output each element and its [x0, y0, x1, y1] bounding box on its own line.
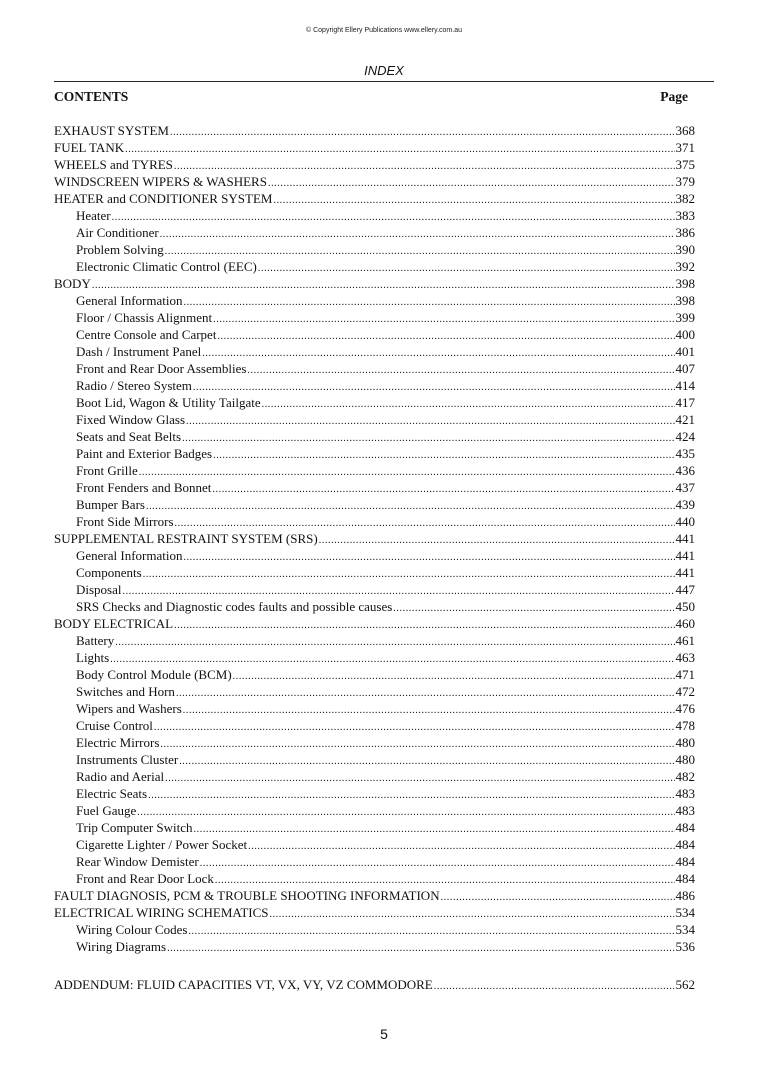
toc-subentry[interactable]	[54, 921, 695, 938]
toc-subentry[interactable]	[54, 632, 695, 649]
toc-entry-label: Front and Rear Door Assemblies	[76, 361, 247, 376]
dot-leader	[183, 547, 674, 564]
toc-subentry[interactable]	[54, 377, 695, 394]
toc-subentry[interactable]	[54, 870, 695, 887]
toc-subentry[interactable]	[54, 224, 695, 241]
dot-leader	[182, 428, 674, 445]
toc-entry-page: 414	[675, 378, 695, 393]
table-of-contents	[54, 122, 695, 955]
toc-entry-label: Bumper Bars	[76, 497, 145, 512]
page-header-title: INDEX	[364, 63, 404, 78]
toc-subentry[interactable]	[54, 717, 695, 734]
toc-subentry[interactable]	[54, 462, 695, 479]
toc-entry-label: Dash / Instrument Panel	[76, 344, 202, 359]
dot-leader	[215, 870, 675, 887]
toc-subentry[interactable]	[54, 768, 695, 785]
toc-entry[interactable]	[54, 173, 695, 190]
toc-subentry[interactable]	[54, 683, 695, 700]
toc-entry-page: 480	[675, 735, 695, 750]
toc-entry-label: Wiring Colour Codes	[76, 922, 188, 937]
toc-entry[interactable]	[54, 275, 695, 292]
toc-entry-page: 483	[675, 786, 695, 801]
toc-subentry[interactable]	[54, 479, 695, 496]
toc-entry-label: ADDENDUM: FLUID CAPACITIES VT, VX, VY, VZ COMMODORE	[54, 977, 433, 992]
toc-entry-page: 421	[675, 412, 695, 427]
dot-leader	[154, 717, 675, 734]
toc-entry-label: Cigarette Lighter / Power Socket	[76, 837, 248, 852]
toc-entry-label: EXHAUST SYSTEM	[54, 123, 169, 138]
toc-entry-label: WHEELS and TYRES	[54, 157, 173, 172]
toc-entry-page: 450	[675, 599, 695, 614]
toc-subentry[interactable]	[54, 700, 695, 717]
dot-leader	[92, 275, 675, 292]
toc-entry-page: 368	[675, 123, 695, 138]
toc-entry-label: Electric Mirrors	[76, 735, 160, 750]
toc-entry-label: Front Fenders and Bonnet	[76, 480, 212, 495]
toc-entry-page: 463	[675, 650, 695, 665]
toc-entry-page: 371	[675, 140, 695, 155]
dot-leader	[110, 649, 674, 666]
header-rule	[54, 81, 714, 82]
dot-leader	[270, 904, 675, 921]
toc-subentry[interactable]	[54, 343, 695, 360]
toc-entry-label: Electric Seats	[76, 786, 148, 801]
toc-entry-page: 398	[675, 293, 695, 308]
toc-subentry[interactable]	[54, 496, 695, 513]
dot-leader	[125, 139, 674, 156]
dot-leader	[247, 360, 674, 377]
toc-entry-label: Radio / Stereo System	[76, 378, 192, 393]
toc-subentry[interactable]	[54, 666, 695, 683]
dot-leader	[115, 632, 674, 649]
toc-entry-label: Trip Computer Switch	[76, 820, 193, 835]
toc-entry[interactable]	[54, 615, 695, 632]
toc-subentry[interactable]	[54, 564, 695, 581]
toc-entry-page: 436	[675, 463, 695, 478]
dot-leader	[167, 938, 674, 955]
toc-entry-label: Wiring Diagrams	[76, 939, 167, 954]
contents-label: CONTENTS	[54, 89, 129, 104]
dot-leader	[176, 683, 675, 700]
toc-subentry[interactable]	[54, 326, 695, 343]
toc-subentry[interactable]	[54, 938, 695, 955]
toc-entry-label: Heater	[76, 208, 111, 223]
toc-entry-label: Wipers and Washers	[76, 701, 182, 716]
dot-leader	[393, 598, 674, 615]
dot-leader	[319, 530, 675, 547]
dot-leader	[123, 581, 675, 598]
toc-entry[interactable]	[54, 904, 695, 921]
toc-entry-label: FAULT DIAGNOSIS, PCM & TROUBLE SHOOTING INFORMATION	[54, 888, 440, 903]
toc-entry-page: 476	[675, 701, 695, 716]
toc-entry-page: 478	[675, 718, 695, 733]
toc-entry-page: 379	[675, 174, 695, 189]
toc-entry-page: 375	[675, 157, 695, 172]
toc-entry-page: 440	[675, 514, 695, 529]
toc-entry-page: 417	[675, 395, 695, 410]
dot-leader	[217, 326, 674, 343]
toc-entry[interactable]	[54, 139, 695, 156]
toc-entry-label: Components	[76, 565, 142, 580]
toc-entry-page: 382	[675, 191, 695, 206]
toc-entry-page: 471	[675, 667, 695, 682]
toc-entry-label: Rear Window Demister	[76, 854, 199, 869]
toc-entry-page: 534	[675, 905, 695, 920]
toc-subentry[interactable]	[54, 258, 695, 275]
toc-entry-label: Floor / Chassis Alignment	[76, 310, 213, 325]
toc-subentry[interactable]	[54, 360, 695, 377]
toc-entry-page: 472	[675, 684, 695, 699]
toc-entry-label: Seats and Seat Belts	[76, 429, 182, 444]
dot-leader	[200, 853, 675, 870]
dot-leader	[213, 309, 674, 326]
toc-entry-page: 460	[675, 616, 695, 631]
toc-entry-label: WINDSCREEN WIPERS & WASHERS	[54, 174, 267, 189]
toc-subentry[interactable]	[54, 734, 695, 751]
dot-leader	[194, 819, 675, 836]
toc-entry-label: FUEL TANK	[54, 140, 125, 155]
dot-leader	[268, 173, 675, 190]
dot-leader	[137, 802, 674, 819]
dot-leader	[183, 292, 674, 309]
toc-entry-label: Cruise Control	[76, 718, 153, 733]
toc-entry-page: 407	[675, 361, 695, 376]
toc-entry-page: 536	[675, 939, 695, 954]
toc-entry-page: 383	[675, 208, 695, 223]
dot-leader	[186, 411, 674, 428]
dot-leader	[258, 258, 675, 275]
toc-subentry[interactable]	[54, 819, 695, 836]
dot-leader	[170, 122, 675, 139]
toc-entry-label: Switches and Horn	[76, 684, 175, 699]
toc-entry-label: Fuel Gauge	[76, 803, 137, 818]
toc-entry-page: 398	[675, 276, 695, 291]
dot-leader	[273, 190, 674, 207]
dot-leader	[202, 343, 674, 360]
page-number: 5	[380, 1026, 388, 1042]
toc-entry-page: 441	[675, 531, 695, 546]
toc-subentry[interactable]	[54, 241, 695, 258]
dot-leader	[174, 615, 674, 632]
copyright-notice: © Copyright Ellery Publications www.ellery.com.au	[306, 27, 462, 34]
toc-entry-page: 439	[675, 497, 695, 512]
toc-entry-label: General Information	[76, 293, 183, 308]
toc-entry-page: 424	[675, 429, 695, 444]
toc-entry-label: Air Conditioner	[76, 225, 159, 240]
toc-subentry[interactable]	[54, 853, 695, 870]
toc-entry-label: General Information	[76, 548, 183, 563]
toc-entry-label: Radio and Aerial	[76, 769, 165, 784]
toc-entry-label: Body Control Module (BCM)	[76, 667, 232, 682]
toc-entry-label: HEATER and CONDITIONER SYSTEM	[54, 191, 273, 206]
toc-entry-page: 441	[675, 548, 695, 563]
dot-leader	[165, 768, 674, 785]
page-column-label: Page	[660, 89, 688, 104]
toc-entry-label: Front Side Mirrors	[76, 514, 174, 529]
toc-entry-label: Lights	[76, 650, 110, 665]
dot-leader	[175, 513, 675, 530]
toc-entry-label: Paint and Exterior Badges	[76, 446, 213, 461]
toc-entry-label: Disposal	[76, 582, 122, 597]
toc-entry-page: 484	[675, 854, 695, 869]
toc-entry-page: 480	[675, 752, 695, 767]
toc-entry-page: 447	[675, 582, 695, 597]
toc-entry-label: Front Grille	[76, 463, 138, 478]
toc-entry-page: 483	[675, 803, 695, 818]
toc-entry[interactable]	[54, 530, 695, 547]
toc-entry[interactable]	[54, 976, 695, 993]
dot-leader	[165, 241, 675, 258]
toc-entry-page: 484	[675, 837, 695, 852]
dot-leader	[233, 666, 675, 683]
toc-subentry[interactable]	[54, 547, 695, 564]
toc-entry-page: 486	[675, 888, 695, 903]
toc-entry-page: 399	[675, 310, 695, 325]
toc-entry-page: 441	[675, 565, 695, 580]
toc-entry-label: BODY	[54, 276, 91, 291]
dot-leader	[188, 921, 674, 938]
dot-leader	[179, 751, 674, 768]
dot-leader	[139, 462, 675, 479]
toc-entry-page: 484	[675, 871, 695, 886]
toc-entry-label: Problem Solving	[76, 242, 164, 257]
toc-subentry[interactable]	[54, 513, 695, 530]
toc-entry-page: 437	[675, 480, 695, 495]
toc-subentry[interactable]	[54, 785, 695, 802]
toc-subentry[interactable]	[54, 751, 695, 768]
toc-subentry[interactable]	[54, 649, 695, 666]
toc-entry-page: 386	[675, 225, 695, 240]
toc-entry-page: 534	[675, 922, 695, 937]
toc-entry-label: ELECTRICAL WIRING SCHEMATICS	[54, 905, 269, 920]
toc-entry-page: 562	[675, 977, 695, 992]
toc-subentry[interactable]	[54, 309, 695, 326]
dot-leader	[193, 377, 675, 394]
toc-entry-label: Instruments Cluster	[76, 752, 179, 767]
contents-heading-row	[54, 89, 688, 107]
toc-entry-label: SRS Checks and Diagnostic codes faults and possible causes	[76, 599, 393, 614]
dot-leader	[148, 785, 674, 802]
toc-entry-page: 401	[675, 344, 695, 359]
toc-subentry[interactable]	[54, 207, 695, 224]
toc-entry-page: 484	[675, 820, 695, 835]
dot-leader	[174, 156, 675, 173]
toc-entry-label: BODY ELECTRICAL	[54, 616, 174, 631]
dot-leader	[183, 700, 675, 717]
toc-entry-label: SUPPLEMENTAL RESTRAINT SYSTEM (SRS)	[54, 531, 318, 546]
toc-subentry[interactable]	[54, 581, 695, 598]
dot-leader	[441, 887, 675, 904]
toc-entry-label: Battery	[76, 633, 115, 648]
dot-leader	[143, 564, 675, 581]
toc-entry[interactable]	[54, 156, 695, 173]
dot-leader	[146, 496, 675, 513]
dot-leader	[248, 836, 674, 853]
toc-entry-label: Boot Lid, Wagon & Utility Tailgate	[76, 395, 261, 410]
toc-entry-label: Front and Rear Door Lock	[76, 871, 214, 886]
toc-entry[interactable]	[54, 887, 695, 904]
toc-subentry[interactable]	[54, 428, 695, 445]
toc-entry-page: 400	[675, 327, 695, 342]
toc-entry-page: 390	[675, 242, 695, 257]
toc-entry-page: 482	[675, 769, 695, 784]
toc-subentry[interactable]	[54, 292, 695, 309]
dot-leader	[434, 976, 675, 993]
addendum-entry	[54, 976, 695, 993]
dot-leader	[112, 207, 675, 224]
dot-leader	[262, 394, 675, 411]
dot-leader	[160, 734, 674, 751]
dot-leader	[160, 224, 675, 241]
toc-entry-page: 435	[675, 446, 695, 461]
toc-entry[interactable]	[54, 190, 695, 207]
toc-entry-page: 392	[675, 259, 695, 274]
toc-subentry[interactable]	[54, 598, 695, 615]
toc-entry-label: Fixed Window Glass	[76, 412, 186, 427]
dot-leader	[213, 445, 674, 462]
toc-subentry[interactable]	[54, 411, 695, 428]
toc-entry-page: 461	[675, 633, 695, 648]
toc-entry[interactable]	[54, 122, 695, 139]
dot-leader	[212, 479, 674, 496]
toc-entry-label: Electronic Climatic Control (EEC)	[76, 259, 257, 274]
toc-subentry[interactable]	[54, 802, 695, 819]
toc-entry-label: Centre Console and Carpet	[76, 327, 217, 342]
toc-subentry[interactable]	[54, 394, 695, 411]
toc-subentry[interactable]	[54, 836, 695, 853]
toc-subentry[interactable]	[54, 445, 695, 462]
